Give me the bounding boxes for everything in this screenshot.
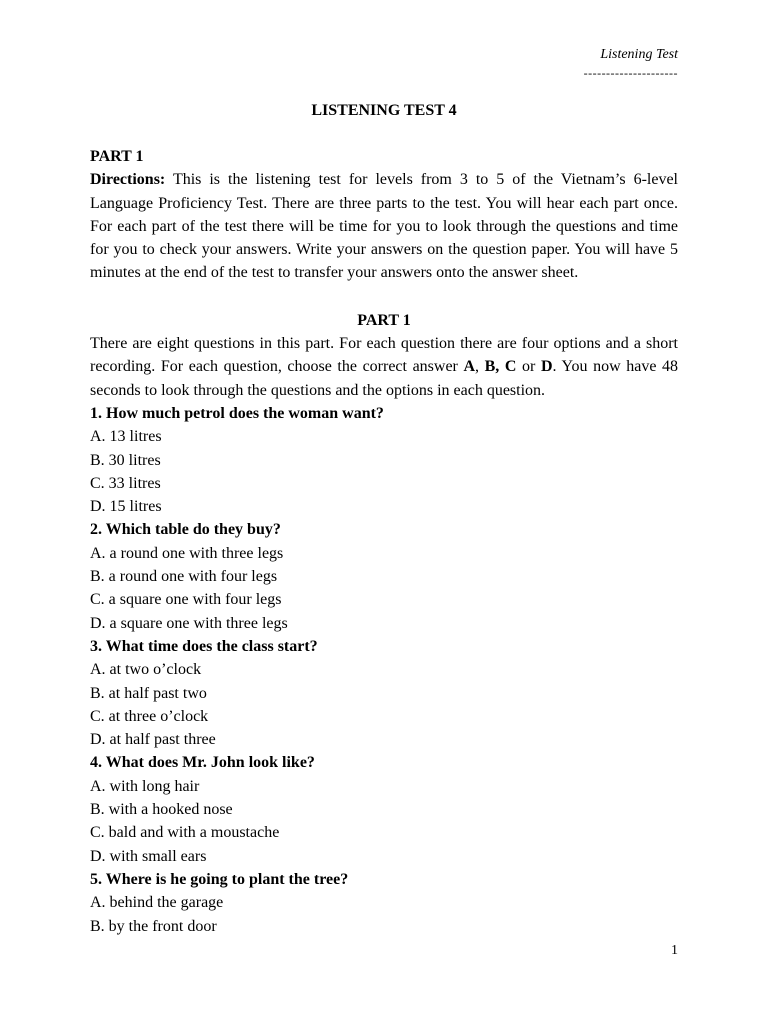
option-d: D. at half past three [90,731,216,749]
option-a: A. with long hair [90,777,200,795]
intro-part-heading: PART 1 [90,148,144,165]
part1-instructions [90,332,678,402]
page-number: 1 [671,943,678,958]
option-b: B. a round one with four legs [90,568,278,586]
part1-heading: PART 1 [357,311,411,329]
option-letter-b: B, [484,358,500,376]
option-a: A. 13 litres [90,428,162,446]
running-header: Listening Test [600,47,678,62]
instructions-text-b: . You now have 48 seconds to look through the questions and the options in each question. [90,358,679,399]
option-letter-d: D [540,358,553,376]
question-5 [90,868,678,938]
directions-paragraph [90,168,678,284]
instructions-sep: or [516,358,541,376]
option-c: C. bald and with a moustache [90,824,280,842]
question-4 [90,751,678,867]
instructions-text-a: There are eight questions in this part. For each question there are four options and a short recording. For each question, choose the correct answer [90,335,678,376]
option-c: C. a square one with four legs [90,591,282,609]
header-rule: --------------------- [583,66,678,80]
question-stem: 2. Which table do they buy? [90,521,281,539]
document-body [90,145,678,938]
option-b: B. with a hooked nose [90,801,233,819]
instructions-sep: , [475,358,485,376]
option-d: D. 15 litres [90,498,162,516]
option-letter-c: C [504,358,517,376]
option-b: B. 30 litres [90,451,161,469]
option-letter-a: A [463,358,476,376]
option-b: B. at half past two [90,684,207,702]
question-stem: 1. How much petrol does the woman want? [90,404,384,422]
option-a: A. a round one with three legs [90,544,284,562]
option-d: D. with small ears [90,847,207,865]
page-title: LISTENING TEST 4 [311,102,457,119]
directions-text: This is the listening test for levels from 3 to 5 of the Vietnam’s 6-level Language Proficiency Test. There are three parts to the test. You will hear each part once. For each part of the test there will be time for you to look through the questions and time for you to check your answers. Write your answers on the question paper. You will have 5 minutes at the end of the test to transfer your answers onto the answer sheet. [90,171,678,282]
question-stem: 5. Where is he going to plant the tree? [90,870,349,888]
option-c: C. at three o’clock [90,707,209,725]
option-d: D. a square one with three legs [90,614,288,632]
question-1 [90,402,678,518]
option-c: C. 33 litres [90,474,161,492]
directions-lead: Directions: [90,171,166,189]
question-list [90,402,678,938]
question-stem: 4. What does Mr. John look like? [90,754,315,772]
question-stem: 3. What time does the class start? [90,637,318,655]
option-b: B. by the front door [90,917,217,935]
option-a: A. at two o’clock [90,661,202,679]
question-2 [90,518,678,634]
question-3 [90,635,678,751]
option-a: A. behind the garage [90,894,224,912]
